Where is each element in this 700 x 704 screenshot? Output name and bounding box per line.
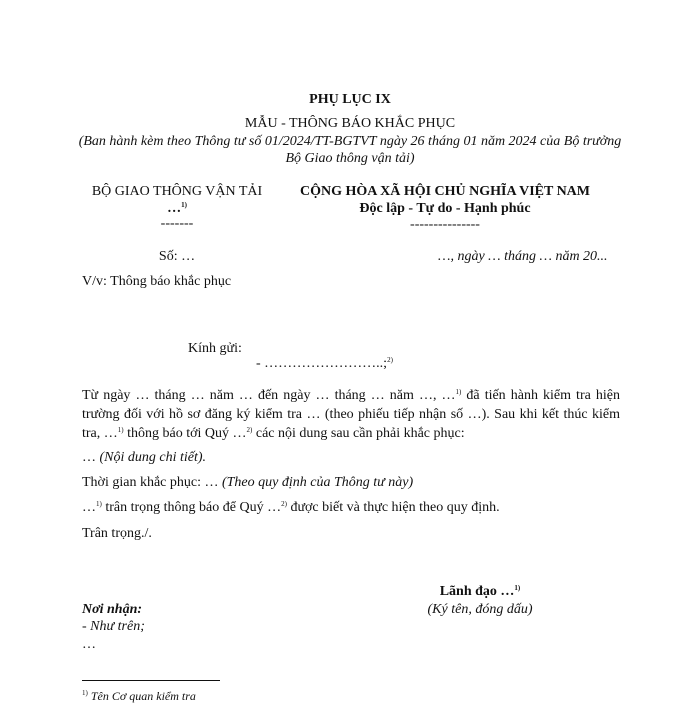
left-divider: ------- [160,216,194,231]
recipients-item-1: - Như trên; [82,619,145,634]
closing-line: Trân trọng./. [82,526,152,541]
right-divider: --------------- [410,217,480,232]
appendix-title: PHỤ LỤC IX [309,92,391,107]
deadline-line: Thời gian khắc phục: … (Theo quy định của Thông tư này) [82,475,414,490]
issuance-note-line1: (Ban hành kèm theo Thông tư số 01/2024/TT-BGTVT ngày 26 tháng 01 năm 2024 của Bộ trưởng [78,134,622,149]
recipient-label: Kính gửi: [188,341,242,356]
national-motto: Độc lập - Tự do - Hạnh phúc [359,201,531,216]
issuance-note-line2: Bộ Giao thông vận tải) [285,151,415,166]
nation-name: CỘNG HÒA XÃ HỘI CHỦ NGHĨA VIỆT NAM [299,184,590,199]
notice-line: …$^{1)}$ trân trọng thông báo để Quý …$^{2)}$ được biết và thực hiện theo quy định. [82,500,500,515]
footnote: $^{1)}$ Tên Cơ quan kiểm tra [82,689,196,703]
footnote-separator [82,680,220,681]
form-title: MẪU - THÔNG BÁO KHẮC PHỤC [244,116,456,131]
recipients-item-2: … [82,637,96,652]
inspection-paragraph: Từ ngày … tháng … năm … đến ngày … tháng … năm …, …$^{1)}$ đã tiến hành kiểm tra hiện trường đối với hồ sơ đăng ký kiểm tra … (theo phiếu tiếp nhận số …). Sau khi kết thúc kiểm tra, …$^{1)}$ thông báo tới Quý …$^{2)}$ các nội dung sau cần phải khắc phục: [82,388,620,441]
subject-line: V/v: Thông báo khắc phục [82,274,232,289]
recipient-line: - ……………………..;$^{2)}$ [256,356,393,371]
unit-name: …$^{1)}$ [167,201,187,216]
signature-note: (Ký tên, đóng dấu) [427,602,533,617]
ministry-name: BỘ GIAO THÔNG VẬN TẢI [91,184,263,199]
document-number: Số: … [158,249,196,264]
date-line: …, ngày … tháng … năm 20... [438,249,608,264]
signature-title: Lãnh đạo …$^{1)}$ [439,584,521,599]
recipients-title: Nơi nhận: [82,602,143,617]
detail-line: … (Nội dung chi tiết). [82,450,207,465]
